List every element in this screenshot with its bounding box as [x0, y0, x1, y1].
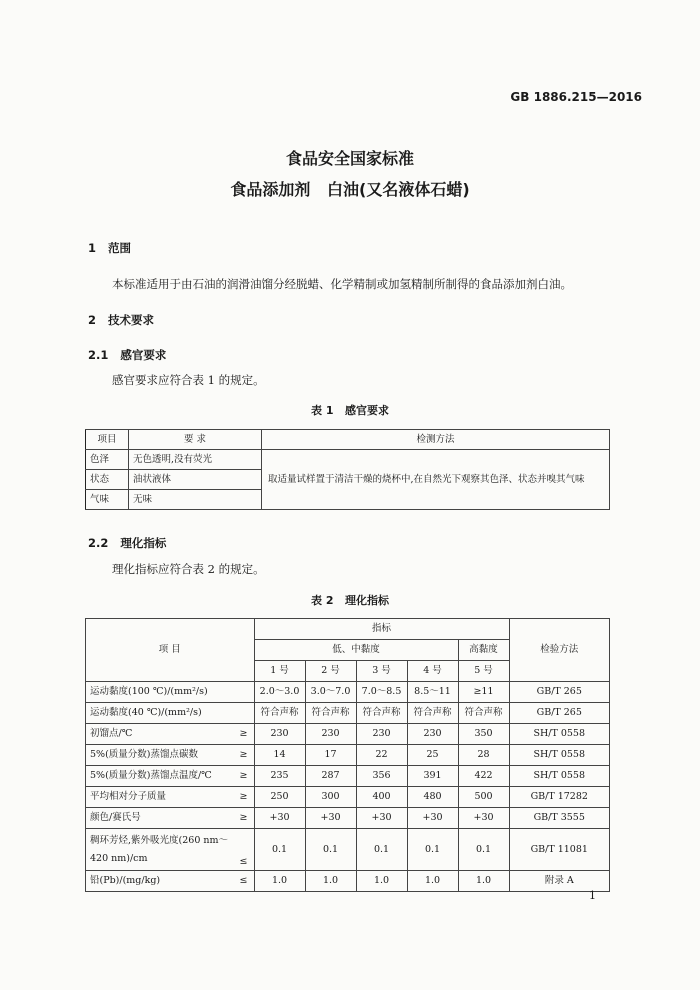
cell-method: GB/T 11081: [509, 829, 609, 871]
header-index: 指标: [254, 619, 509, 640]
header-high-viscosity: 高黏度: [458, 640, 509, 661]
cell-method: GB/T 265: [509, 703, 609, 724]
cell-value: 0.1: [407, 829, 458, 871]
grade-header: 3 号: [356, 661, 407, 682]
cell-value: +30: [458, 808, 509, 829]
comparison-symbol: ≥: [230, 766, 254, 787]
cell-value: 28: [458, 745, 509, 766]
table-row: [86, 703, 610, 724]
row-label-line-1: 稠环芳烃,紫外吸光度(260 nm～: [90, 835, 229, 847]
comparison-symbol: ≥: [230, 724, 254, 745]
section-2-1-heading: 2.1 感官要求: [88, 348, 167, 362]
cell-value: 0.1: [254, 829, 305, 871]
cell-value: 235: [254, 766, 305, 787]
cell-value: 1.0: [305, 871, 356, 892]
cell-value: 0.1: [305, 829, 356, 871]
page-number: 1: [589, 889, 596, 902]
document-subtitle: 食品添加剂 白油(又名液体石蜡): [230, 180, 470, 199]
cell-method: GB/T 265: [509, 682, 609, 703]
cell-value: 287: [305, 766, 356, 787]
cell-method: SH/T 0558: [509, 745, 609, 766]
cell-value: 22: [356, 745, 407, 766]
cell-value: 符合声称: [305, 703, 356, 724]
comparison-symbol: ≥: [230, 745, 254, 766]
sensory-requirements-table: [85, 429, 610, 510]
table-row: [86, 724, 610, 745]
cell-value: +30: [254, 808, 305, 829]
cell-value: 符合声称: [458, 703, 509, 724]
section-2-heading: 2 技术要求: [88, 313, 155, 327]
cell-value: 符合声称: [407, 703, 458, 724]
cell-value: 356: [356, 766, 407, 787]
section-2-1-text: 感官要求应符合表 1 的规定。: [112, 373, 265, 387]
cell-method: SH/T 0558: [509, 724, 609, 745]
cell-value: 3.0～7.0: [305, 682, 356, 703]
row-label-line-2: 420 nm)/cm: [90, 852, 148, 864]
grade-header: 2 号: [305, 661, 356, 682]
row-label: 5%(质量分数)蒸馏点碳数: [86, 745, 231, 766]
cell-value: 230: [356, 724, 407, 745]
cell-method: GB/T 17282: [509, 787, 609, 808]
cell-value: 400: [356, 787, 407, 808]
table-header-row: [86, 619, 610, 640]
row-label: 5%(质量分数)蒸馏点温度/℃: [86, 766, 231, 787]
header-item: 项 目: [86, 619, 255, 682]
row-label: 运动黏度(100 ℃)/(mm²/s): [86, 682, 255, 703]
row-label: 初馏点/℃: [86, 724, 231, 745]
cell-value: 350: [458, 724, 509, 745]
cell-value: 230: [407, 724, 458, 745]
header-low-viscosity: 低、中黏度: [254, 640, 458, 661]
table-row: [86, 787, 610, 808]
row-item: 气味: [86, 490, 129, 510]
cell-value: 25: [407, 745, 458, 766]
cell-value: +30: [305, 808, 356, 829]
cell-value: 8.5～11: [407, 682, 458, 703]
cell-value: +30: [407, 808, 458, 829]
cell-value: 符合声称: [254, 703, 305, 724]
cell-value: 480: [407, 787, 458, 808]
cell-value: 1.0: [254, 871, 305, 892]
standard-code: GB 1886.215—2016: [510, 90, 642, 104]
table-row: [86, 682, 610, 703]
cell-value: 230: [254, 724, 305, 745]
physicochemical-table: [85, 618, 610, 892]
cell-value: 422: [458, 766, 509, 787]
cell-value: 500: [458, 787, 509, 808]
table-row: [86, 450, 610, 470]
comparison-symbol: ≤: [230, 871, 254, 892]
cell-value: 0.1: [356, 829, 407, 871]
grade-header: 4 号: [407, 661, 458, 682]
document-title: 食品安全国家标准: [285, 149, 414, 168]
row-requirement: 无味: [129, 490, 262, 510]
cell-method: GB/T 3555: [509, 808, 609, 829]
table-row: [86, 808, 610, 829]
table-row: [86, 745, 610, 766]
cell-value: 17: [305, 745, 356, 766]
table-header-row: [86, 430, 610, 450]
section-1-text: 本标准适用于由石油的润滑油馏分经脱蜡、化学精制或加氢精制所制得的食品添加剂白油。: [112, 277, 572, 291]
cell-value: 14: [254, 745, 305, 766]
table-2-caption: 表 2 理化指标: [311, 594, 389, 607]
header-requirement: 要 求: [129, 430, 262, 450]
method-text: 取适量试样置于清洁干燥的烧杯中,在自然光下观察其色泽、状态并嗅其气味: [262, 450, 610, 510]
row-label: 颜色/赛氏号: [86, 808, 231, 829]
grade-header: 1 号: [254, 661, 305, 682]
cell-value: 250: [254, 787, 305, 808]
cell-value: 2.0～3.0: [254, 682, 305, 703]
comparison-symbol: ≤: [230, 829, 254, 871]
cell-value: 符合声称: [356, 703, 407, 724]
table-row: [86, 871, 610, 892]
cell-value: 0.1: [458, 829, 509, 871]
cell-value: 391: [407, 766, 458, 787]
header-method: 检验方法: [509, 619, 609, 682]
cell-value: 1.0: [356, 871, 407, 892]
cell-value: 7.0～8.5: [356, 682, 407, 703]
cell-method: SH/T 0558: [509, 766, 609, 787]
cell-value: 1.0: [458, 871, 509, 892]
header-method: 检测方法: [262, 430, 610, 450]
row-item: 色泽: [86, 450, 129, 470]
table-row: [86, 766, 610, 787]
table-row: [86, 829, 610, 871]
cell-value: ≥11: [458, 682, 509, 703]
row-item: 状态: [86, 470, 129, 490]
row-label: 运动黏度(40 ℃)/(mm²/s): [86, 703, 255, 724]
cell-value: +30: [356, 808, 407, 829]
cell-value: 1.0: [407, 871, 458, 892]
row-requirement: 油状液体: [129, 470, 262, 490]
table-1-caption: 表 1 感官要求: [311, 404, 389, 417]
section-2-2-text: 理化指标应符合表 2 的规定。: [112, 562, 265, 576]
comparison-symbol: ≥: [230, 808, 254, 829]
cell-method: 附录 A: [509, 871, 609, 892]
row-label: 平均相对分子质量: [86, 787, 231, 808]
comparison-symbol: ≥: [230, 787, 254, 808]
section-2-2-heading: 2.2 理化指标: [88, 536, 167, 550]
row-label: [86, 829, 231, 871]
header-item: 项目: [86, 430, 129, 450]
cell-value: 230: [305, 724, 356, 745]
grade-header: 5 号: [458, 661, 509, 682]
row-label: 铅(Pb)/(mg/kg): [86, 871, 231, 892]
section-1-heading: 1 范围: [88, 241, 132, 255]
cell-value: 300: [305, 787, 356, 808]
row-requirement: 无色透明,没有荧光: [129, 450, 262, 470]
